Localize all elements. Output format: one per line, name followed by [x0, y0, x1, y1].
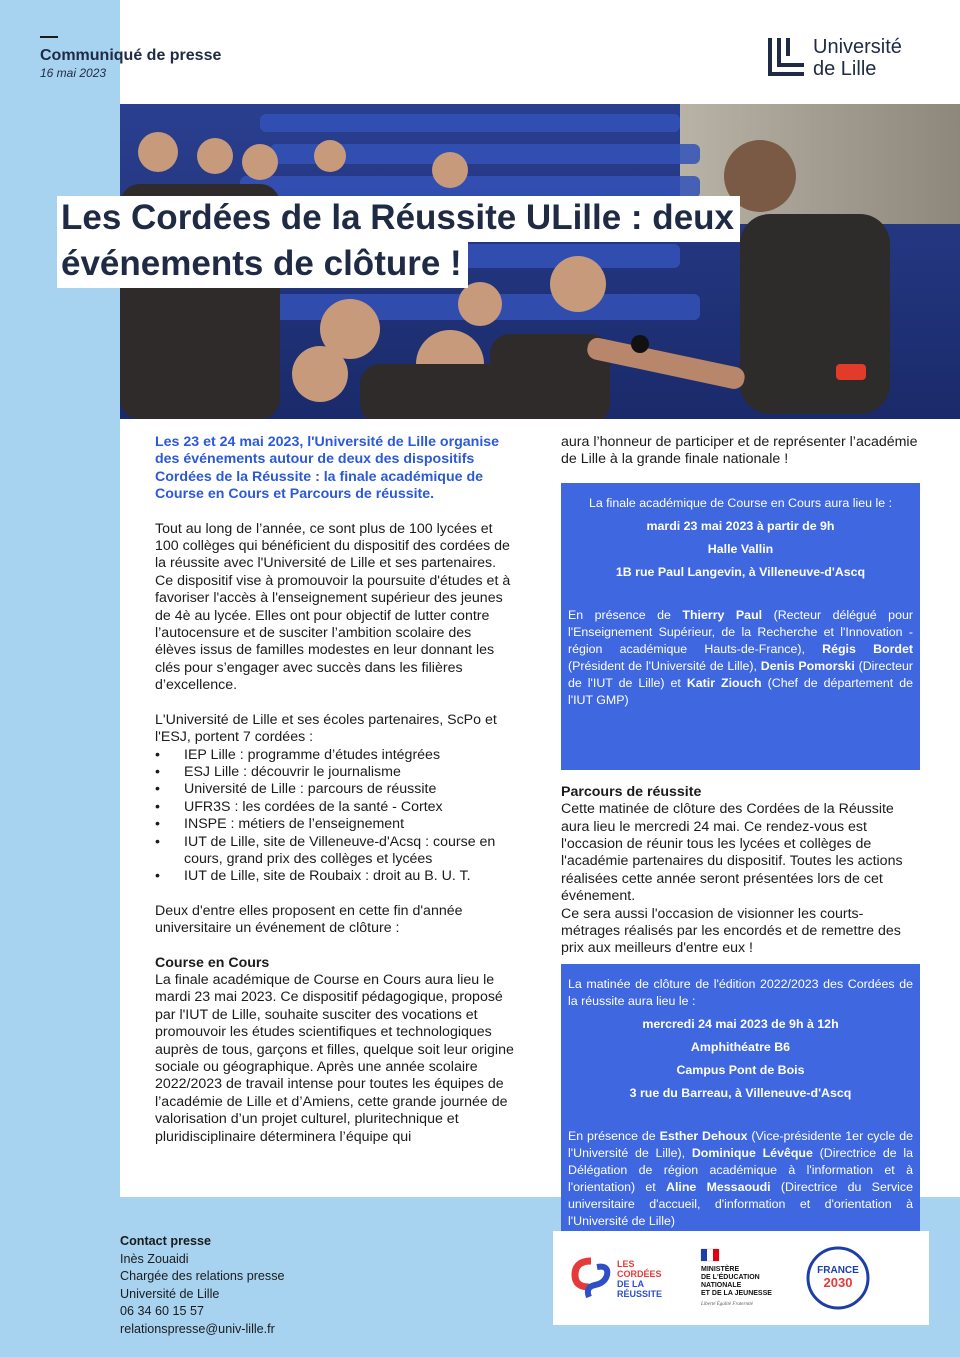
attendee-role: (Président de l'Université de Lille),: [568, 658, 761, 673]
headline: [57, 196, 740, 288]
parcours-heading: Parcours de réussite: [561, 783, 702, 800]
cordees-text-2: CORDÉES: [617, 1269, 662, 1279]
attendee-role: (Directeur de l'IUT de Lille) et: [568, 658, 913, 690]
attendee-name: Katir Ziouch: [686, 675, 762, 690]
course-en-cours-info-box: [561, 483, 920, 770]
cordees-list: [155, 747, 515, 886]
contact-email-link[interactable]: relationspresse@univ-lille.fr: [120, 1321, 275, 1336]
logo-text: [813, 36, 902, 80]
box1-attendees: [568, 607, 913, 709]
attendee-name: Dominique Lévêque: [691, 1145, 813, 1160]
page-header: [0, 0, 960, 104]
press-release-title: Communiqué de presse: [40, 47, 222, 64]
ministere-motto: Liberté Égalité Fraternité: [701, 1302, 753, 1307]
left-column: [155, 434, 515, 1146]
cordees-intro: L'Université de Lille et ses écoles partenaires, ScPo et l'ESJ, portent 7 cordées :: [155, 711, 497, 746]
contact-org: Université de Lille: [120, 1286, 220, 1301]
list-item: • IEP Lille : programme d’études intégrées: [155, 747, 515, 764]
cordees-text-3: DE LA: [617, 1279, 644, 1289]
press-release-date: 16 mai 2023: [40, 66, 107, 80]
contact-phone: 06 34 60 15 57: [120, 1304, 205, 1319]
ministere-education-logo: [700, 1249, 772, 1307]
course-en-cours-heading: Course en Cours: [155, 954, 270, 971]
ministere-text-4: ET DE LA JEUNESSE: [701, 1290, 772, 1297]
universite-de-lille-logo: [767, 36, 927, 80]
list-item: • IUT de Lille, site de Villeneuve-d'Acsq : course en cours, grand prix des collèges et lycées: [155, 834, 515, 869]
lede-paragraph: Les 23 et 24 mai 2023, l'Université de Lille organise des événements autour de deux des dispositifs Cordées de la Réussite : la finale académique de Course en Cours et Parcours de réussite.: [155, 434, 500, 503]
list-item: • ESJ Lille : découvrir le journalisme: [155, 764, 515, 781]
press-contact: [120, 1233, 285, 1339]
box1-place: Halle Vallin: [707, 541, 774, 556]
france-2030-text-1: FRANCE: [817, 1265, 859, 1276]
closing-events-paragraph: Deux d'entre elles proposent en cette fin d'année universitaire un événement de clôture :: [155, 902, 463, 937]
cordees-s-icon: [588, 1267, 607, 1297]
attendee-role: (Directrice de la Délégation de région académique à l'information et à l'orientation) et: [568, 1145, 914, 1194]
continuation-text: aura l’honneur de participer et de représenter l’académie de Lille à la grande finale nationale !: [561, 434, 918, 468]
box1-date: mardi 23 mai 2023 à partir de 9h: [646, 518, 835, 533]
attendee-name: Régis Bordet: [822, 641, 913, 656]
box2-intro: La matinée de clôture de l'édition 2022/2023 des Cordées de la réussite aura lieu le :: [568, 976, 913, 1008]
attendee-name: Thierry Paul: [682, 607, 763, 622]
parcours-text-1: Cette matinée de clôture des Cordées de la Réussite aura lieu le mercredi 24 mai. Ce rendez-vous est l'occasion de réunir tous les lycées et collèges de l'académie partenaires du dispositif. Toutes les actions réalisées cette année seront présentées lors de cet événement.: [561, 801, 903, 905]
contact-title: Contact presse: [120, 1234, 211, 1248]
logo-line-2: de Lille: [813, 58, 877, 80]
attendee-name: Esther Dehoux: [659, 1128, 748, 1143]
attendee-role: (Recteur délégué pour l'Enseignement Supérieur, de la Recherche et l'Innovation - région académique Hauts-de-France),: [568, 607, 913, 656]
attendee-role: (Chef de département de l'IUT GMP): [568, 675, 913, 707]
list-item: • IUT de Lille, site de Roubaix : droit au B. U. T.: [155, 868, 515, 885]
cordees-text-1: LES: [617, 1259, 635, 1269]
course-en-cours-text: La finale académique de Course en Cours aura lieu le mardi 23 mai 2023. Ce dispositif pédagogique, proposé par l'IUT de Lille, souhaite susciter des vocations et promouvoir les études scientifiques et technologiques auprès de tous, garçons et filles, quelque soit leur origine sociale ou géographique. Après une année scolaire 2022/2023 de travail intense pour toutes les équipes de l’académie de Lille et d’Amiens, cette grande journée de valorisation d’un projet culturel, pluritechnique et pluridisciplinaire déterminera l’équipe qui: [155, 971, 514, 1145]
attendee-role: (Vice-présidente 1er cycle de l'Université de Lille),: [568, 1128, 913, 1160]
universite-lille-mark-icon: [767, 36, 807, 78]
headline-line-2: événements de clôture !: [57, 242, 468, 288]
attendee-role: (Directrice du Service universitaire d'accueil, d'information et d'orientation à l'Université de Lille): [568, 1179, 913, 1228]
headline-line-1: Les Cordées de la Réussite ULille : deux: [57, 196, 740, 242]
intro-paragraph: Tout au long de l’année, ce sont plus de 100 lycées et 100 collèges qui bénéficient du dispositif des cordées de la réussite avec l'Université de Lille et ses partenaires. Ce dispositif vise à promouvoir la poursuite d'études et à favoriser l'accès à l'enseignement supérieur des jeunes de 4è au lycée. Elles ont pour objectif de lutter contre l’autocensure et de susciter l’ambition scolaire des élèves issus de familles modestes en leur donnant les clés pour s’engager avec succès dans les filières d’excellence.: [155, 520, 511, 694]
partner-logos: [553, 1231, 929, 1325]
box2-place2: Campus Pont de Bois: [676, 1062, 805, 1077]
box2-place1: Amphithéatre B6: [690, 1039, 791, 1054]
cordees-text-4: RÉUSSITE: [617, 1289, 663, 1299]
logo-line-1: Université: [813, 36, 902, 58]
box2-address: 3 rue du Barreau, à Villeneuve-d'Ascq: [629, 1085, 852, 1100]
contact-name: Inès Zouaidi: [120, 1251, 189, 1266]
attendees-prefix: En présence de: [568, 1128, 660, 1143]
cordees-c-icon: [575, 1261, 591, 1287]
box2-attendees: [568, 1128, 913, 1230]
box2-date: mercredi 24 mai 2023 de 9h à 12h: [642, 1016, 839, 1031]
ministere-text-3: NATIONALE: [701, 1282, 742, 1289]
list-item: • INSPE : métiers de l’enseignement: [155, 816, 515, 833]
france-2030-logo: [808, 1248, 868, 1308]
parcours-info-box: [561, 964, 920, 1246]
contact-role: Chargée des relations presse: [120, 1269, 285, 1284]
ministere-text-1: MINISTÈRE: [701, 1266, 740, 1273]
header-dash: [40, 36, 58, 38]
france-2030-text-2: 2030: [823, 1275, 853, 1290]
box1-address: 1B rue Paul Langevin, à Villeneuve-d'Ascq: [615, 564, 866, 579]
cordees-reussite-logo: [575, 1259, 662, 1299]
parcours-text-2: Ce sera aussi l'occasion de visionner les courts-métrages réalisés par les encordés et de remettre des prix aux meilleurs d'entre eux !: [561, 905, 901, 957]
list-item: • UFR3S : les cordées de la santé - Cortex: [155, 799, 515, 816]
attendees-prefix: En présence de: [568, 607, 683, 622]
parcours-section: [561, 784, 920, 958]
right-column: [561, 434, 920, 1246]
ministere-text-2: DE L'ÉDUCATION: [701, 1274, 760, 1281]
attendee-name: Aline Messaoudi: [666, 1179, 771, 1194]
list-item: • Université de Lille : parcours de réussite: [155, 781, 515, 798]
box1-intro: La finale académique de Course en Cours aura lieu le :: [588, 495, 893, 510]
attendee-name: Denis Pomorski: [760, 658, 855, 673]
